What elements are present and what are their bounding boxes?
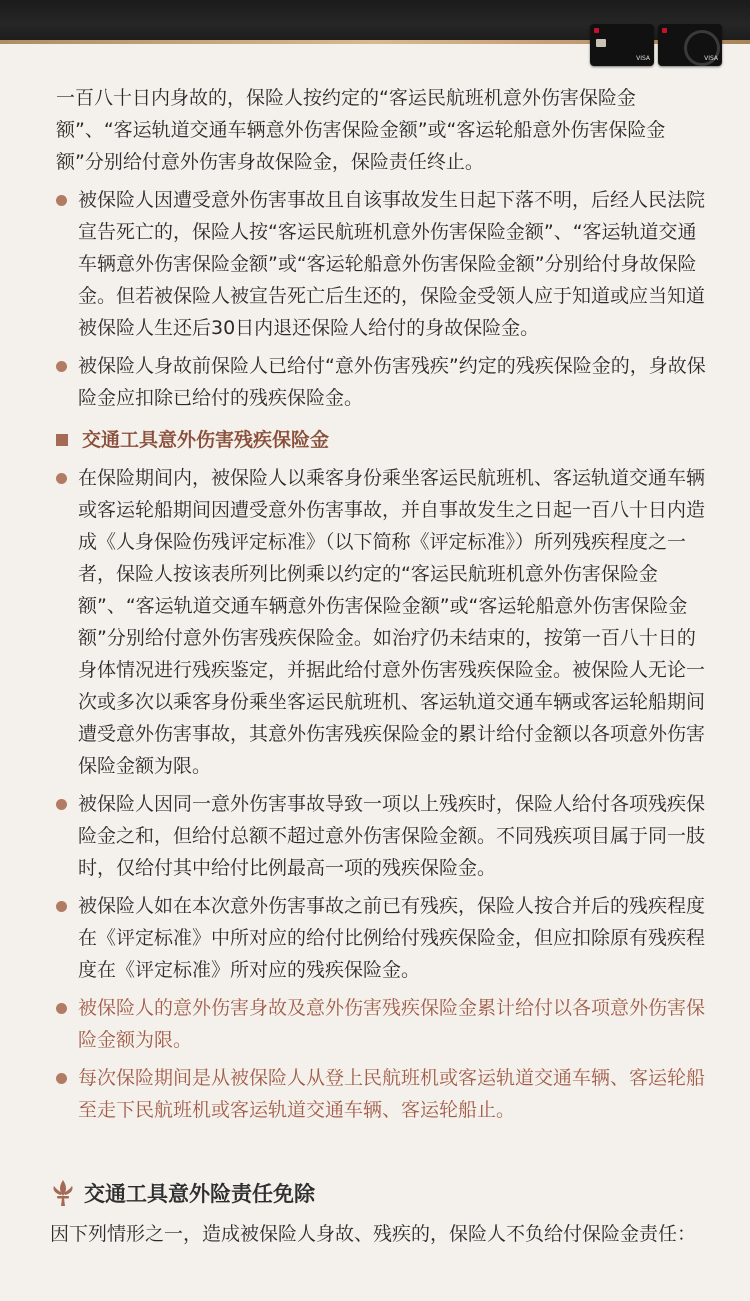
highlight-list-item [56,992,706,1056]
bullet-dot-icon [56,473,67,484]
exclusions-heading [50,1176,744,1212]
list-item [56,184,706,344]
square-bullet-icon [56,434,68,446]
list-item [56,788,706,884]
bullet-dot-icon [56,361,67,372]
exclusions-heading-text: 交通工具意外险责任免除 [84,1182,315,1206]
list-item-text: 被保险人如在本次意外伤害事故之前已有残疾，保险人按合并后的残疾程度在《评定标准》中所对应的给付比例给付残疾保险金，但应扣除原有残疾程度在《评定标准》所对应的残疾保险金。 [78,895,706,981]
terms-content [56,82,706,1126]
list-item-text: 被保险人的意外伤害身故及意外伤害残疾保险金累计给付以各项意外伤害保险金额为限。 [78,997,706,1051]
list-item [56,890,706,986]
chip-icon [596,39,606,47]
list-item-text: 每次保险期间是从被保险人从登上民航班机或客运轨道交通车辆、客运轮船至走下民航班机或客运轨道交通车辆、客运轮船止。 [78,1067,706,1121]
credit-card-image-2 [658,24,722,66]
exclusions-intro: 因下列情形之一，造成被保险人身故、残疾的，保险人不负给付保险金责任： [50,1223,697,1245]
bank-logo-icon [594,28,599,33]
list-item-text: 在保险期间内，被保险人以乘客身份乘坐客运民航班机、客运轨道交通车辆或客运轮船期间因遭受意外伤害事故，并自事故发生之日起一百八十日内造成《人身保险伤残评定标准》（以下简称《评定标准》）所列残疾程度之一者，保险人按该表所列比例乘以约定的“客运民航班机意外伤害保险金额”、“客运轨道交通车辆意外伤害保险金额”或“客运轮船意外伤害保险金额”分别给付意外伤害残疾保险金。如治疗仍未结束的，按第一百八十日的身体情况进行残疾鉴定，并据此给付意外伤害残疾保险金。被保险人无论一次或多次以乘客身份乘坐客运民航班机、客运轨道交通车辆或客运轮船期间遭受意外伤害事故，其意外伤害残疾保险金的累计给付金额以各项意外伤害保险金额为限。 [78,467,706,777]
highlight-list-item [56,1062,706,1126]
bullet-dot-icon [56,799,67,810]
bullet-dot-icon [56,195,67,206]
list-item [56,350,706,414]
bank-logo-icon [662,28,667,33]
list-item-text: 被保险人身故前保险人已给付“意外伤害残疾”约定的残疾保险金的，身故保险金应扣除已给付的残疾保险金。 [78,355,706,409]
list-item-text: 被保险人因同一意外伤害事故导致一项以上残疾时，保险人给付各项残疾保险金之和，但给付总额不超过意外伤害保险金额。不同残疾项目属于同一肢时，仅给付其中给付比例最高一项的残疾保险金。 [78,793,706,879]
card-brand: VISA [636,55,650,62]
credit-card-image-1 [590,24,654,66]
intro-paragraph: 一百八十日内身故的，保险人按约定的“客运民航班机意外伤害保险金额”、“客运轨道交通车辆意外伤害保险金额”或“客运轮船意外伤害保险金额”分别给付意外伤害身故保险金，保险责任终止。 [56,87,666,173]
list-item [56,462,706,782]
fleur-de-lis-icon [50,1178,76,1208]
section-title [56,424,706,456]
bullet-dot-icon [56,1003,67,1014]
bullet-dot-icon [56,901,67,912]
card-brand: VISA [704,55,718,62]
list-item-text: 被保险人因遭受意外伤害事故且自该事故发生日起下落不明，后经人民法院宣告死亡的，保险人按“客运民航班机意外伤害保险金额”、“客运轨道交通车辆意外伤害保险金额”或“客运轮船意外伤害保险金额”分别给付身故保险金。但若被保险人被宣告死亡后生还的，保险金受领人应于知道或应当知道被保险人生还后30日内退还保险人给付的身故保险金。 [78,189,706,339]
section-title-text: 交通工具意外伤害残疾保险金 [82,429,330,451]
bullet-dot-icon [56,1073,67,1084]
